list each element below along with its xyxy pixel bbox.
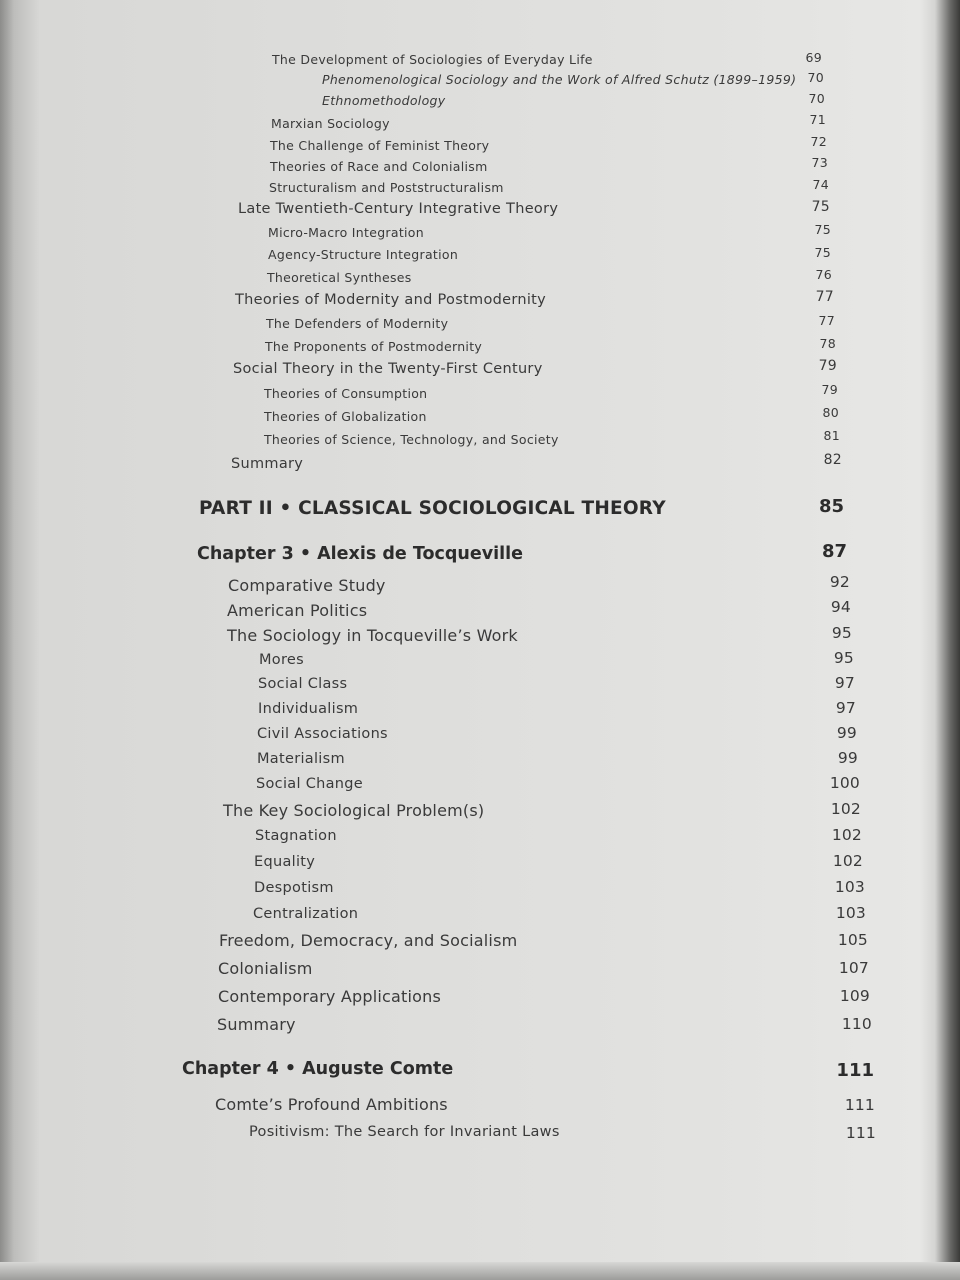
toc-entry: Social Class [258,676,348,692]
toc-page-number: 97 [835,699,856,717]
toc-page-number: 77 [815,289,834,305]
toc-entry: Theories of Science, Technology, and Society [264,432,559,447]
toc-page-number: 111 [844,1096,875,1114]
toc-entry: The Challenge of Feminist Theory [270,138,490,153]
toc-entry: Marxian Sociology [271,116,390,131]
page-bottom-shadow [0,1262,960,1280]
toc-entry: Theories of Globalization [264,409,427,424]
toc-page-number: 81 [823,428,840,443]
toc-page-number: 78 [819,336,836,351]
toc-page-number: 73 [811,155,828,170]
toc-entry: Despotism [254,880,334,896]
toc-entry: Social Theory in the Twenty-First Century [233,361,543,377]
toc-entry: Phenomenological Sociology and the Work of Alfred Schutz (1899–1959) [322,72,797,87]
toc-entry: Civil Associations [257,726,388,742]
toc-page-number: 99 [836,724,857,742]
toc-page-number: 109 [839,987,870,1005]
toc-page-number: 95 [831,624,852,642]
toc-page-number: 110 [841,1015,872,1033]
toc-page-number: 102 [831,826,862,844]
toc-entry: Theoretical Syntheses [267,270,412,285]
toc-entry: Theories of Consumption [264,386,428,401]
toc-page-number: 102 [830,800,861,818]
toc-page-number: 82 [823,452,842,468]
toc-entry: The Sociology in Tocqueville’s Work [227,626,518,645]
toc-page-number: 97 [834,674,855,692]
toc-page-number: 74 [812,177,829,192]
toc-entry: The Key Sociological Problem(s) [223,801,485,820]
toc-entry: Theories of Modernity and Postmodernity [235,292,547,308]
toc-entry: The Proponents of Postmodernity [265,339,483,354]
toc-entry: Theories of Race and Colonialism [270,159,488,174]
toc-page-number: 72 [810,134,827,149]
toc-page-number: 79 [821,382,838,397]
toc-page-number: 87 [821,541,847,562]
toc-entry: Positivism: The Search for Invariant Laws [249,1124,560,1140]
toc-entry: Ethnomethodology [322,93,446,108]
toc-page-number: 75 [814,222,831,237]
toc-page-number: 111 [845,1124,876,1142]
chapter-heading: Chapter 4 • Auguste Comte [182,1059,454,1079]
toc-page-number: 76 [815,267,832,282]
toc-page-number: 79 [818,358,837,374]
toc-entry: The Development of Sociologies of Everyday Life [272,52,593,67]
toc-entry: Late Twentieth-Century Integrative Theory [238,201,559,217]
toc-entry: Contemporary Applications [218,987,441,1006]
toc-page-number: 70 [808,91,825,106]
toc-entry: Individualism [258,701,359,717]
toc-page-number: 102 [832,852,863,870]
toc-page-number: 103 [835,904,866,922]
chapter-heading: Chapter 3 • Alexis de Tocqueville [197,544,523,564]
toc-entry: Equality [254,854,316,870]
toc-page-number: 100 [829,774,860,792]
toc-entry: Comte’s Profound Ambitions [215,1095,448,1114]
toc-page-number: 99 [837,749,858,767]
toc-entry: Mores [259,652,304,668]
toc-entry: The Defenders of Modernity [266,316,449,331]
toc-entry: American Politics [227,601,368,620]
toc-entry: Centralization [253,906,359,922]
toc-page-number: 103 [834,878,865,896]
toc-page-number: 70 [807,70,824,85]
toc-entry: Social Change [256,776,364,792]
toc-page-number: 94 [830,598,851,616]
toc-entry: Summary [231,456,304,472]
toc-entry: Agency-Structure Integration [268,247,459,262]
toc-page-number: 75 [814,245,831,260]
toc-page-number: 77 [818,313,835,328]
toc-page-number: 107 [838,959,869,977]
toc-page-number: 71 [809,112,826,127]
part-heading: PART II • CLASSICAL SOCIOLOGICAL THEORY [199,498,666,519]
toc-entry: Summary [217,1015,296,1034]
toc-page-number: 75 [811,199,830,215]
toc-page-number: 69 [805,50,822,65]
toc-page-number: 85 [818,496,844,517]
toc-page-number: 80 [822,405,839,420]
toc-page-number: 105 [837,931,868,949]
toc-page-number: 111 [836,1060,874,1081]
toc-page-number: 92 [829,573,850,591]
toc-entry: Stagnation [255,828,337,844]
toc-entry: Materialism [257,751,345,767]
toc-entry: Colonialism [218,959,313,978]
toc-entry: Micro-Macro Integration [268,225,424,240]
toc-entry: Comparative Study [228,576,386,595]
toc-page-number: 95 [833,649,854,667]
toc-entry: Structuralism and Poststructuralism [269,180,504,195]
toc-entry: Freedom, Democracy, and Socialism [219,931,518,950]
